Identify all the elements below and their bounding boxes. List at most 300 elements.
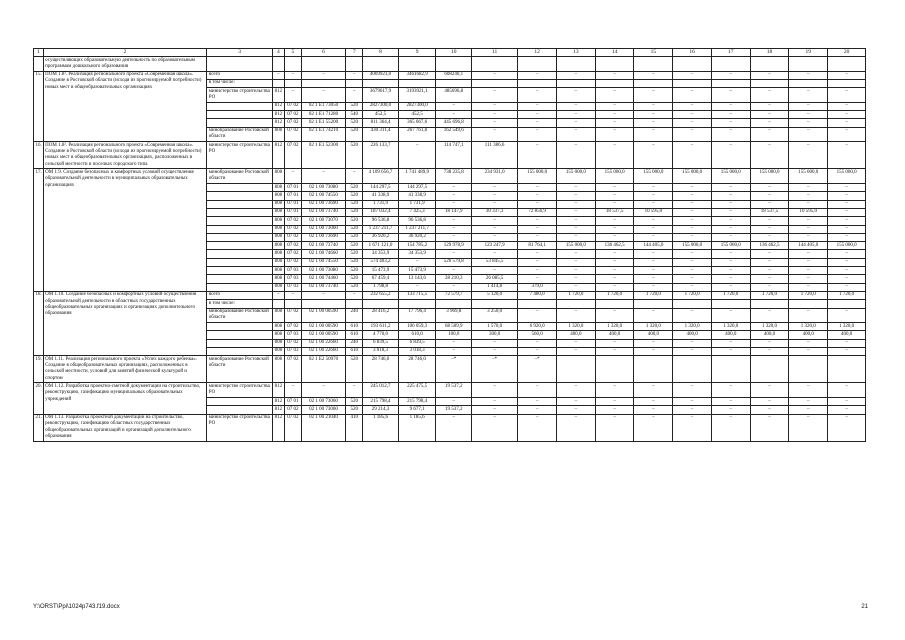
budget-code-cell: 07 02 (284, 111, 301, 119)
budget-code-cell: 808 (272, 192, 284, 200)
budget-code-cell: – (301, 169, 345, 184)
amount-cell: – (595, 383, 634, 398)
budget-code-cell: 07 02 (284, 242, 301, 250)
row-number: 15. (34, 71, 44, 142)
column-number: 17 (711, 49, 750, 57)
budget-code-cell: – (301, 71, 345, 79)
amount-cell: 36 920,2 (398, 233, 436, 241)
amount-cell: – (518, 233, 557, 241)
amount-cell: 4 770,0 (363, 331, 399, 339)
amount-cell: – (595, 71, 634, 79)
amount-cell: 3193921,1 (398, 88, 436, 103)
amount-cell: – (398, 258, 436, 266)
amount-cell (595, 356, 634, 383)
amount-cell: – (828, 102, 866, 110)
amount-cell: 400,0 (673, 331, 712, 339)
budget-code-cell: 520 (346, 225, 363, 233)
amount-cell: – (471, 225, 517, 233)
amount-cell: – (711, 71, 750, 79)
amount-cell: – (471, 339, 517, 347)
amount-cell: 1 798,8 (363, 283, 399, 291)
amount-cell: – (828, 88, 866, 103)
amount-cell: – (711, 347, 750, 355)
amount-cell: – (750, 339, 789, 347)
amount-cell: – (789, 111, 828, 119)
amount-cell: 1 320,0 (711, 323, 750, 331)
budget-code-cell: 520 (346, 127, 363, 142)
amount-cell: – (789, 233, 828, 241)
amount-cell: 155 000,0 (557, 242, 596, 250)
measure-name: ОМ 1.13. Разработка проектной документации на строительство, реконструкцию, газификацию областных государственных общеобразовательных организаций и организаций дополнительного образования (43, 414, 207, 441)
amount-cell: – (436, 217, 472, 225)
executor: министерство строительства РО (207, 88, 273, 103)
budget-code-cell: 07 02 (284, 225, 301, 233)
amount-cell: – (750, 383, 789, 398)
amount-cell: 4 109 656,7 (363, 169, 399, 184)
amount-cell: – (595, 398, 634, 406)
budget-code-cell: – (284, 71, 301, 79)
amount-cell: – (595, 142, 634, 169)
table-row (34, 57, 866, 72)
amount-cell: 17 796,4 (398, 308, 436, 323)
amount-cell: – (828, 208, 866, 216)
budget-code-cell: 610 (346, 323, 363, 331)
budget-code-cell: 07 02 (284, 308, 301, 323)
budget-code-cell: 808 (272, 339, 284, 347)
amount-cell: – (673, 250, 712, 258)
amount-cell (789, 79, 828, 87)
budget-code-cell: 808 (272, 184, 284, 192)
amount-cell: – (634, 283, 673, 291)
amount-cell: – (750, 200, 789, 208)
budget-code-cell: 07 01 (284, 398, 301, 406)
amount-cell: – (750, 142, 789, 169)
budget-code-cell: 520 (346, 200, 363, 208)
amount-cell: – (436, 339, 472, 347)
amount-cell (634, 79, 673, 87)
budget-code-cell: 520 (346, 356, 363, 383)
executor (207, 192, 273, 200)
amount-cell: – (557, 414, 596, 441)
amount-cell: – (436, 267, 472, 275)
amount-cell: – (711, 200, 750, 208)
amount-cell: 53 845,5 (471, 258, 517, 266)
amount-cell: 1 320,0 (789, 323, 828, 331)
amount-cell: – (673, 406, 712, 414)
budget-code-cell: 520 (346, 275, 363, 283)
amount-cell: – (673, 233, 712, 241)
amount-cell: – (828, 347, 866, 355)
amount-cell (557, 300, 596, 308)
amount-cell: – (789, 217, 828, 225)
amount-cell: – (518, 119, 557, 127)
amount-cell: 10 595,0 (634, 208, 673, 216)
budget-code-cell: 520 (346, 102, 363, 110)
amount-cell: – (557, 258, 596, 266)
amount-cell: – (436, 347, 472, 355)
column-number: 19 (789, 49, 828, 57)
column-number: 5 (284, 49, 301, 57)
budget-code-cell: 02 1 00 73690 (301, 233, 345, 241)
budget-code-cell: 808 (272, 200, 284, 208)
amount-cell: – (518, 225, 557, 233)
amount-cell: – (557, 267, 596, 275)
amount-cell: – (557, 339, 596, 347)
budget-code-cell: 07 03 (284, 331, 301, 339)
budget-code-cell: 07 02 (284, 258, 301, 266)
amount-cell: 28 746,0 (363, 356, 399, 383)
amount-cell: 3 018,3 (398, 347, 436, 355)
amount-cell: – (557, 233, 596, 241)
amount-cell: – (789, 398, 828, 406)
budget-code-cell: 808 (272, 225, 284, 233)
amount-cell: – (750, 406, 789, 414)
budget-code-cell: 02 1 00 73080 (301, 267, 345, 275)
amount-cell: 19 537,2 (436, 383, 472, 398)
budget-code-cell: 02 1 00 74660 (301, 250, 345, 258)
amount-cell: 1 570,0 (471, 323, 517, 331)
amount-cell: 136 462,5 (750, 242, 789, 250)
amount-cell: – (634, 347, 673, 355)
amount-cell (518, 57, 557, 72)
amount-cell: – (711, 88, 750, 103)
amount-cell: 1 720,0 (711, 291, 750, 299)
amount-cell: – (471, 184, 517, 192)
column-number: 18 (750, 49, 789, 57)
amount-cell (750, 79, 789, 87)
amount-cell: – (828, 250, 866, 258)
executor (207, 184, 273, 192)
amount-cell: – (750, 308, 789, 323)
amount-cell (828, 57, 866, 72)
amount-cell: – (518, 406, 557, 414)
table-row (34, 71, 866, 79)
amount-cell: 452,5 (363, 111, 399, 119)
executor (207, 200, 273, 208)
amount-cell: – (436, 250, 472, 258)
budget-code-cell: 410 (346, 414, 363, 441)
executor (207, 267, 273, 275)
amount-cell: – (789, 184, 828, 192)
amount-cell: 144 297,5 (363, 184, 399, 192)
budget-code-cell: 520 (346, 398, 363, 406)
amount-cell: – (595, 102, 634, 110)
column-number: 16 (673, 49, 712, 57)
amount-cell (436, 57, 472, 72)
amount-cell: – (673, 308, 712, 323)
budget-code-cell: 07 02 (284, 250, 301, 258)
budget-code-cell: 07 02 (284, 142, 301, 169)
amount-cell: – (518, 71, 557, 79)
amount-cell: – (673, 184, 712, 192)
column-number: 12 (518, 49, 557, 57)
amount-cell: – (789, 406, 828, 414)
executor (207, 323, 273, 331)
amount-cell: 155 000,0 (828, 242, 866, 250)
budget-code-cell: – (284, 383, 301, 398)
amount-cell: 114 747,1 (436, 142, 472, 169)
budget-code-cell (301, 300, 345, 308)
amount-cell: – (711, 339, 750, 347)
amount-cell: – (634, 192, 673, 200)
amount-cell: – (557, 250, 596, 258)
budget-code-cell: 07 02 (284, 414, 301, 441)
amount-cell: 26 085,5 (471, 275, 517, 283)
amount-cell (557, 356, 596, 383)
amount-cell: – (634, 88, 673, 103)
budget-code-cell: 808 (272, 275, 284, 283)
amount-cell: 1 720,0 (634, 291, 673, 299)
budget-code-cell: 07 02 (284, 119, 301, 127)
measure-name: ОМ 1.11. Реализация регионального проекта «Успех каждого ребенка». Создание в общеобразовательных организациях, расположенных в сельской местности, условий для занятий физической культурой и спортом (43, 356, 207, 383)
budget-code-cell: 520 (346, 217, 363, 225)
amount-cell: 7 425,3 (398, 208, 436, 216)
amount-cell: 1 720,0 (789, 291, 828, 299)
amount-cell: – (634, 406, 673, 414)
amount-cell: 400,0 (711, 331, 750, 339)
budget-code-cell: 812 (272, 406, 284, 414)
amount-cell: – (711, 414, 750, 441)
amount-cell: – (711, 184, 750, 192)
table-row (34, 414, 866, 441)
amount-cell: 13 143,6 (398, 275, 436, 283)
executor (207, 275, 273, 283)
amount-cell: 155 000,0 (711, 169, 750, 184)
amount-cell: – (595, 88, 634, 103)
budget-code-cell: – (284, 291, 301, 299)
measure-name: ПОМ 1.8². Реализация регионального проекта «Современная школа». Создание в Ростовской области (исходя из прогнозируемой потребности) новых мест в общеобразовательных организациях, расположенных в сельской местности и поселках городского типа (43, 142, 207, 169)
budget-code-cell (284, 57, 301, 72)
amount-cell: – (711, 225, 750, 233)
amount-cell: 18 537,5 (750, 208, 789, 216)
amount-cell: – (711, 217, 750, 225)
amount-cell (471, 300, 517, 308)
budget-code-cell: 07 03 (284, 347, 301, 355)
table-row (34, 142, 866, 169)
budget-code-cell: 07 01 (284, 192, 301, 200)
amount-cell: 1 237 211,7 (363, 225, 399, 233)
budget-code-cell: – (284, 88, 301, 103)
amount-cell: – (518, 275, 557, 283)
amount-cell: – (828, 184, 866, 192)
row-number (34, 57, 44, 72)
budget-code-cell (284, 79, 301, 87)
executor: министерство строительства РО (207, 142, 273, 169)
executor (207, 208, 273, 216)
budget-code-cell: – (346, 88, 363, 103)
amount-cell (673, 79, 712, 87)
row-number: 20. (34, 383, 44, 414)
amount-cell (673, 356, 712, 383)
budget-code-cell: 02 1 00 00590 (301, 323, 345, 331)
amount-cell: 1 414,8 (471, 283, 517, 291)
amount-cell: – (673, 267, 712, 275)
amount-cell: – (634, 184, 673, 192)
executor (207, 102, 273, 110)
amount-cell: – (711, 398, 750, 406)
amount-cell: – (673, 258, 712, 266)
amount-cell: 1 320,0 (595, 323, 634, 331)
amount-cell: – (750, 283, 789, 291)
amount-cell: 1 320,0 (557, 323, 596, 331)
amount-cell: – (711, 258, 750, 266)
amount-cell: 400,0 (557, 331, 596, 339)
amount-cell (471, 57, 517, 72)
amount-cell: 123 247,9 (471, 242, 517, 250)
budget-code-cell: 02 1 00 73060 (301, 225, 345, 233)
budget-code-cell: 02 1 E1 73050 (301, 102, 345, 110)
amount-cell: 215 798,4 (363, 398, 399, 406)
amount-cell: – (711, 127, 750, 142)
amount-cell: – (828, 383, 866, 398)
amount-cell: – (750, 127, 789, 142)
amount-cell: 3 250,0 (471, 308, 517, 323)
amount-cell: – (595, 225, 634, 233)
amount-cell: – (557, 200, 596, 208)
executor (207, 258, 273, 266)
amount-cell (363, 57, 399, 72)
amount-cell: – (711, 119, 750, 127)
amount-cell: – (789, 414, 828, 441)
column-number: 10 (436, 49, 472, 57)
amount-cell: – (750, 102, 789, 110)
budget-code-cell: – (284, 169, 301, 184)
amount-cell: – (789, 347, 828, 355)
executor (207, 406, 273, 414)
budget-code-cell (301, 79, 345, 87)
executor: в том числе: (207, 300, 273, 308)
executor (207, 347, 273, 355)
amount-cell: 4069923,0 (363, 71, 399, 79)
amount-cell: 19 537,2 (436, 406, 472, 414)
amount-cell: 1 720,0 (595, 291, 634, 299)
amount-cell: – (471, 71, 517, 79)
amount-cell: – (557, 283, 596, 291)
amount-cell (471, 79, 517, 87)
column-number: 4 (272, 49, 284, 57)
amount-cell: 2827300,0 (398, 102, 436, 110)
amount-cell (711, 356, 750, 383)
budget-code-cell: 520 (346, 184, 363, 192)
amount-cell: 28 210,3 (436, 275, 472, 283)
amount-cell: 28 746,0 (398, 356, 436, 383)
amount-cell: 72 856,9 (518, 208, 557, 216)
amount-cell: 155 000,0 (750, 169, 789, 184)
amount-cell: –* (471, 356, 517, 383)
amount-cell: 15 473,9 (363, 267, 399, 275)
amount-cell: – (471, 233, 517, 241)
amount-cell: 67 459,4 (363, 275, 399, 283)
amount-cell: – (436, 102, 472, 110)
amount-cell: – (436, 200, 472, 208)
amount-cell: – (711, 208, 750, 216)
amount-cell: – (828, 233, 866, 241)
column-number: 2 (43, 49, 207, 57)
amount-cell: – (557, 102, 596, 110)
amount-cell: 225 475,5 (398, 383, 436, 398)
budget-code-cell (272, 300, 284, 308)
budget-code-cell: 02 1 00 73070 (301, 217, 345, 225)
amount-cell: 267 761,8 (398, 127, 436, 142)
amount-cell: – (436, 225, 472, 233)
amount-cell: – (634, 102, 673, 110)
amount-cell: 187 032,4 (363, 208, 399, 216)
amount-cell: – (557, 71, 596, 79)
column-number: 11 (471, 49, 517, 57)
amount-cell: 379,0 (518, 283, 557, 291)
amount-cell: – (595, 308, 634, 323)
amount-cell (595, 57, 634, 72)
amount-cell: 1 731,9 (363, 200, 399, 208)
amount-cell: – (828, 258, 866, 266)
amount-cell: – (595, 258, 634, 266)
amount-cell: – (789, 258, 828, 266)
budget-code-cell: 07 01 (284, 184, 301, 192)
amount-cell: – (789, 142, 828, 169)
amount-cell: 68 509,9 (436, 323, 472, 331)
amount-cell: – (634, 233, 673, 241)
amount-cell (789, 356, 828, 383)
amount-cell: – (711, 406, 750, 414)
amount-cell: – (828, 71, 866, 79)
page-number: 21 (861, 604, 868, 610)
amount-cell: 155 000,0 (595, 169, 634, 184)
budget-code-cell: 610 (346, 331, 363, 339)
amount-cell: – (750, 414, 789, 441)
amount-cell: – (711, 102, 750, 110)
amount-cell: – (828, 192, 866, 200)
budget-code-cell: 07 02 (284, 127, 301, 142)
budget-code-cell: 02 1 00 73740 (301, 283, 345, 291)
amount-cell: – (557, 127, 596, 142)
executor (207, 119, 273, 127)
budget-code-cell: 02 1 00 74550 (301, 258, 345, 266)
amount-cell (595, 79, 634, 87)
measure-name: ОМ 1.10. Создание безопасных и комфортных условий осуществления образовательной деятельности в областных государственных общеобразовательных организациях и организациях дополнительного образования (43, 291, 207, 355)
amount-cell: – (750, 192, 789, 200)
budget-code-cell (346, 79, 363, 87)
amount-cell (789, 300, 828, 308)
budget-code-cell: 808 (272, 308, 284, 323)
amount-cell: 155 000,0 (789, 169, 828, 184)
budget-code-cell: 240 (346, 339, 363, 347)
amount-cell: – (828, 406, 866, 414)
amount-cell: – (828, 267, 866, 275)
amount-cell: – (595, 414, 634, 441)
budget-code-cell: – (301, 88, 345, 103)
amount-cell: – (711, 267, 750, 275)
amount-cell: – (634, 398, 673, 406)
amount-cell: – (634, 111, 673, 119)
amount-cell: – (750, 88, 789, 103)
amount-cell: – (595, 267, 634, 275)
budget-code-cell: 02 1 00 73690 (301, 200, 345, 208)
amount-cell: – (789, 250, 828, 258)
executor (207, 242, 273, 250)
measure-name: ОМ 1.12. Разработка проектно-сметной документации на строительство, реконструкцию, газификацию муниципальных образовательных учреждений (43, 383, 207, 414)
executor (207, 225, 273, 233)
executor (207, 233, 273, 241)
column-number: 20 (828, 49, 866, 57)
amount-cell (789, 57, 828, 72)
amount-cell: – (789, 200, 828, 208)
amount-cell: 155 000,0 (828, 169, 866, 184)
amount-cell: – (471, 217, 517, 225)
amount-cell: 400,0 (828, 331, 866, 339)
amount-cell: – (557, 406, 596, 414)
amount-cell: 1 320,0 (634, 323, 673, 331)
amount-cell: 520 579,8 (436, 258, 472, 266)
